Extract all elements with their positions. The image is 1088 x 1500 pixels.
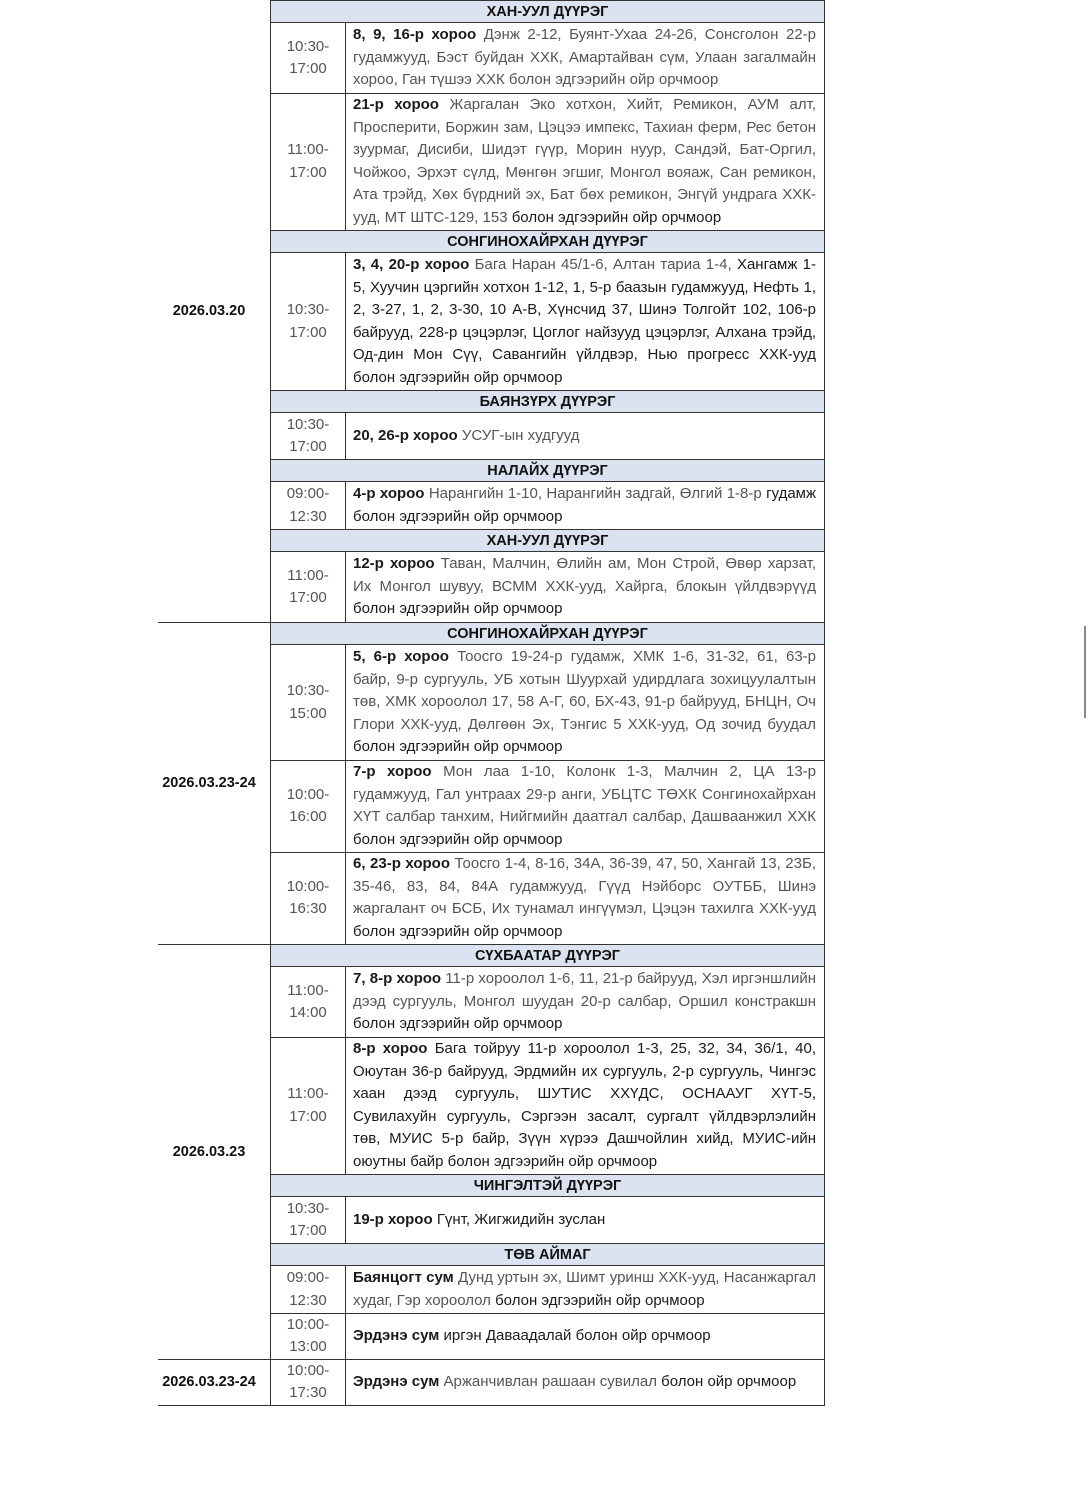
time-range	[287, 680, 330, 725]
date-label: 2026.03.23	[172, 1143, 246, 1160]
time-cell	[270, 253, 346, 390]
khoroo-label: 7, 8-р хороо	[353, 970, 442, 988]
time-end: 17:00	[289, 1107, 327, 1125]
time-start: 10:30-	[286, 37, 330, 55]
places-list: Дэнж 2-12, Буянт-Ухаа 24-26, Сонсголон 22-р гудамжууд, Бэст буйдан ХХК, Амартайван сүм, Улаан загалмайн хороо, Ган түшээ ХХК болон эдгээрийн ойр орчмоор	[353, 26, 817, 89]
scrollbar-edge	[1084, 626, 1086, 718]
time-start: 10:00-	[286, 1315, 330, 1333]
location-text	[353, 483, 816, 528]
time-end: 17:00	[289, 60, 327, 77]
time-end: 17:00	[289, 163, 327, 181]
places-list: Таван, Малчин, Өлийн ам, Мон Строй, Өвөр харзат, Их Монгол шувуу, ВСММ ХХК-ууд, Хайрга, блокын үйлдвэрүүд	[353, 555, 816, 595]
time-end: 16:30	[289, 900, 327, 917]
places-list: УСУГ-ын худгууд	[461, 426, 580, 444]
time-end: 17:00	[289, 1222, 327, 1239]
time-range	[287, 876, 330, 921]
district-header: ЧИНГЭЛТЭЙ ДҮҮРЭГ	[270, 1174, 825, 1197]
time-start: 11:00-	[287, 1085, 329, 1102]
location-text	[353, 1267, 816, 1312]
places-list: Бага Наран 45/1-6, Алтан тариа 1-4,	[474, 256, 732, 273]
time-cell	[270, 413, 346, 459]
time-start: 10:30-	[286, 1199, 330, 1217]
time-start: 10:30-	[286, 682, 330, 699]
time-cell	[270, 1359, 346, 1405]
places-suffix: болон эдгээрийн ойр орчмоор	[353, 738, 563, 756]
time-end: 17:30	[289, 1384, 327, 1401]
time-range	[287, 980, 328, 1025]
places-suffix: болон эдгээрийн ойр орчмоор	[353, 830, 563, 848]
location-text	[353, 1325, 816, 1348]
time-range	[287, 139, 328, 184]
time-range	[287, 299, 330, 344]
time-cell	[270, 967, 346, 1037]
time-cell	[270, 1037, 346, 1174]
time-range	[287, 414, 330, 459]
time-cell	[270, 1313, 346, 1359]
khoroo-label: Эрдэнэ сум	[353, 1326, 440, 1344]
time-end: 15:00	[289, 704, 327, 722]
time-cell	[270, 93, 346, 230]
time-start: 10:00-	[286, 1361, 330, 1379]
time-end: 17:00	[289, 438, 327, 455]
date-divider	[158, 622, 270, 623]
location-text	[353, 94, 816, 229]
district-header: НАЛАЙХ ДҮҮРЭГ	[270, 459, 825, 482]
location-text	[353, 425, 816, 448]
district-header: СҮХБААТАР ДҮҮРЭГ	[270, 944, 825, 967]
location-cell	[346, 1197, 825, 1243]
places-suffix: гудамж болон эдгээрийн ойр орчмоор	[353, 485, 817, 525]
time-end: 12:30	[289, 1291, 327, 1309]
time-start: 10:00-	[286, 785, 330, 803]
time-end: 17:00	[289, 323, 327, 341]
location-cell	[346, 1313, 825, 1359]
district-header: ХАН-УУЛ ДҮҮРЭГ	[270, 0, 825, 23]
time-range	[287, 1083, 328, 1128]
time-start: 11:00-	[287, 981, 329, 999]
location-text	[353, 761, 816, 851]
places-list: Нарангийн 1-10, Нарангийн задгай, Өлгий 1-8-р	[428, 485, 762, 502]
places-suffix: Хангамж 1-5, Хуучин цэргийн хотхон 1-12, 1, 5-р баазын гудамжууд, Нефть 1, 2, 3-27, 1, 2, 3-30, 10 А-В, Хүнсчид 37, Шинэ Толгойт 102, 106-р байрууд, 228-р цэцэрлэг, Цоглог найзууд цэцэрлэг, Алхана трэйд, Од-дин Мон Сүү, Савангийн үйлдвэр, Нью прогресс ХХК-ууд болон эдгээрийн ойр орчмоор	[353, 256, 817, 386]
location-text	[353, 1371, 816, 1394]
location-text	[353, 24, 816, 92]
location-text	[353, 646, 816, 759]
khoroo-label: 19-р хороо	[353, 1210, 433, 1228]
date-label: 2026.03.20	[172, 303, 246, 319]
time-range	[287, 1267, 330, 1312]
location-cell	[346, 253, 825, 390]
location-text	[353, 1209, 816, 1232]
time-cell	[270, 482, 346, 529]
time-cell	[270, 852, 346, 944]
time-start: 11:00-	[287, 566, 329, 584]
khoroo-label: 3, 4, 20-р хороо	[353, 256, 470, 273]
places-list: Аржанчивлан рашаан сувилал	[443, 1372, 657, 1390]
time-range	[287, 784, 330, 829]
places-list: Тоосго 19-24-р гудамж, ХМК 1-6, 31-32, 61, 63-р байр, 9-р сургууль, УБ хотын Шуурхай удирдлага зохицуулалтын төв, ХМК хороолол 17, 58 А-Г, 60, БХ-43, 91-р байрууд, БНЦН, Оч Глори ХХК-ууд, Дөлгөөн Эх, Тэнгис 5 ХХК-ууд, Од зочид буудал	[353, 648, 817, 733]
time-start: 09:00-	[286, 1269, 330, 1286]
places-list: 11-р хороолол 1-6, 11, 21-р байрууд, Хэл иргэншлийн дээд сургууль, Монгол шуудан 20-р салбар, Оршил констракшн	[353, 970, 816, 1010]
district-header: ХАН-УУЛ ДҮҮРЭГ	[270, 529, 825, 552]
time-cell	[270, 552, 346, 622]
location-text	[353, 1038, 816, 1173]
time-range	[287, 1198, 330, 1243]
khoroo-label: 8-р хороо	[353, 1040, 428, 1057]
time-range	[287, 1360, 330, 1405]
date-divider	[158, 1359, 270, 1360]
time-start: 11:00-	[287, 141, 329, 158]
location-cell	[346, 967, 825, 1037]
location-cell	[346, 1266, 825, 1313]
places-suffix: болон эдгээрийн ойр орчмоор	[353, 600, 563, 618]
time-start: 10:00-	[286, 877, 330, 895]
location-cell	[346, 1037, 825, 1174]
time-start: 10:30-	[286, 301, 330, 318]
time-end: 12:30	[289, 507, 327, 525]
time-cell	[270, 645, 346, 760]
time-end: 16:00	[289, 808, 327, 825]
places-list: Тоосго 1-4, 8-16, 34А, 36-39, 47, 50, Хангай 13, 23Б, 35-46, 83, 84, 84А гудамжууд, Гүүд Нэйборс ОУТББ, Шинэ жаргалант оч БСБ, Их тунамал ингүүмэл, Цэцэн тахилга ХХК-ууд	[353, 855, 816, 917]
time-cell	[270, 23, 346, 93]
khoroo-label: 7-р хороо	[353, 763, 432, 780]
places-suffix: Гүнт, Жигжидийн зуслан	[436, 1210, 606, 1228]
location-cell	[346, 1359, 825, 1405]
time-end: 17:00	[289, 589, 327, 606]
time-cell	[270, 760, 346, 852]
location-cell	[346, 552, 825, 622]
time-start: 10:30-	[286, 415, 330, 433]
khoroo-label: 8, 9, 16-р хороо	[353, 26, 477, 44]
places-suffix: болон эдгээрийн ойр орчмоор	[495, 1291, 705, 1309]
places-suffix: болон ойр орчмоор	[661, 1372, 797, 1390]
date-label: 2026.03.23-24	[162, 1374, 256, 1390]
location-cell	[346, 760, 825, 852]
row-divider	[270, 1405, 825, 1406]
district-header: ТӨВ АЙМАГ	[270, 1243, 825, 1266]
time-end: 13:00	[289, 1338, 327, 1355]
time-range	[287, 565, 328, 610]
time-range	[287, 36, 330, 81]
places-list: Дунд уртын эх, Шимт уринш ХХК-ууд, Насанжаргал худаг, Гэр хороолол	[353, 1269, 817, 1309]
location-cell	[346, 413, 825, 459]
khoroo-label: 12-р хороо	[353, 555, 435, 573]
khoroo-label: 21-р хороо	[353, 96, 439, 113]
district-header: СОНГИНОХАЙРХАН ДҮҮРЭГ	[270, 230, 825, 253]
places-list: Мон лаа 1-10, Колонк 1-3, Малчин 2, ЦА 13-р гудамжууд, Гал унтраах 29-р анги, УБЦТС ТӨХК Сонгинохайрхан ХҮТ салбар танхим, Нийгмийн даатгал салбар, Дашваанжил ХХК	[353, 763, 816, 825]
time-range	[287, 1314, 330, 1359]
location-cell	[346, 852, 825, 944]
location-text	[353, 968, 816, 1036]
location-cell	[346, 23, 825, 93]
date-label: 2026.03.23-24	[162, 775, 256, 791]
places-list: Жаргалан Эко хотхон, Хийт, Ремикон, АУМ алт, Просперити, Боржин зам, Цэцээ импекс, Тахиан ферм, Рес бетон зуурмаг, Дисиби, Шидэт гүүр, Морин нуур, Сандэй, Бат-Оргил, Чойжоо, Эрхэт сүлд, Мөнгөн эгшиг, Монгол вояаж, Сан ремикон, Ата трэйд, Хөх бүрдний эх, Бат бөх ремикон, Энгүй ундрага ХХК-ууд, МТ ШТС-129, 153	[353, 96, 816, 226]
location-cell	[346, 93, 825, 230]
time-end: 14:00	[289, 1004, 327, 1021]
location-cell	[346, 482, 825, 529]
district-header: СОНГИНОХАЙРХАН ДҮҮРЭГ	[270, 622, 825, 645]
khoroo-label: 5, 6-р хороо	[353, 648, 449, 666]
time-range	[287, 483, 330, 528]
time-cell	[270, 1266, 346, 1313]
district-header: БАЯНЗҮРХ ДҮҮРЭГ	[270, 390, 825, 413]
location-text	[353, 553, 816, 621]
khoroo-label: Эрдэнэ сум	[353, 1372, 440, 1390]
location-cell	[346, 645, 825, 760]
date-divider	[158, 944, 270, 945]
places-suffix: болон эдгээрийн ойр орчмоор	[511, 208, 722, 226]
khoroo-label: 20, 26-р хороо	[353, 426, 458, 444]
time-start: 09:00-	[286, 485, 330, 502]
places-suffix: болон эдгээрийн ойр орчмоор	[353, 1015, 563, 1033]
khoroo-label: 4-р хороо	[353, 485, 425, 502]
khoroo-label: 6, 23-р хороо	[353, 855, 451, 872]
places-suffix: болон эдгээрийн ойр орчмоор	[353, 922, 563, 940]
places-suffix: иргэн Даваадалай болон ойр орчмоор	[443, 1326, 711, 1344]
location-text	[353, 853, 816, 943]
location-text	[353, 254, 816, 389]
places-suffix: Бага тойруу 11-р хороолол 1-3, 25, 32, 34, 36/1, 40, Оюутан 36-р байрууд, Эрдмийн их сургууль, 2-р сургууль, Чингэс хаан дээд сургууль, ШУТИС ХХҮДС, ОСНААУГ ХҮТ-5, Сувилахуйн сургууль, Сэргээн засалт, сургалт үйлдвэрлэлийн төв, МУИС 5-р байр, Зүүн хүрээ Дашчойлин хийд, МУИС-ийн оюутны байр болон эдгээрийн ойр орчмоор	[353, 1040, 817, 1170]
time-cell	[270, 1197, 346, 1243]
khoroo-label: Баянцогт сум	[353, 1269, 454, 1286]
